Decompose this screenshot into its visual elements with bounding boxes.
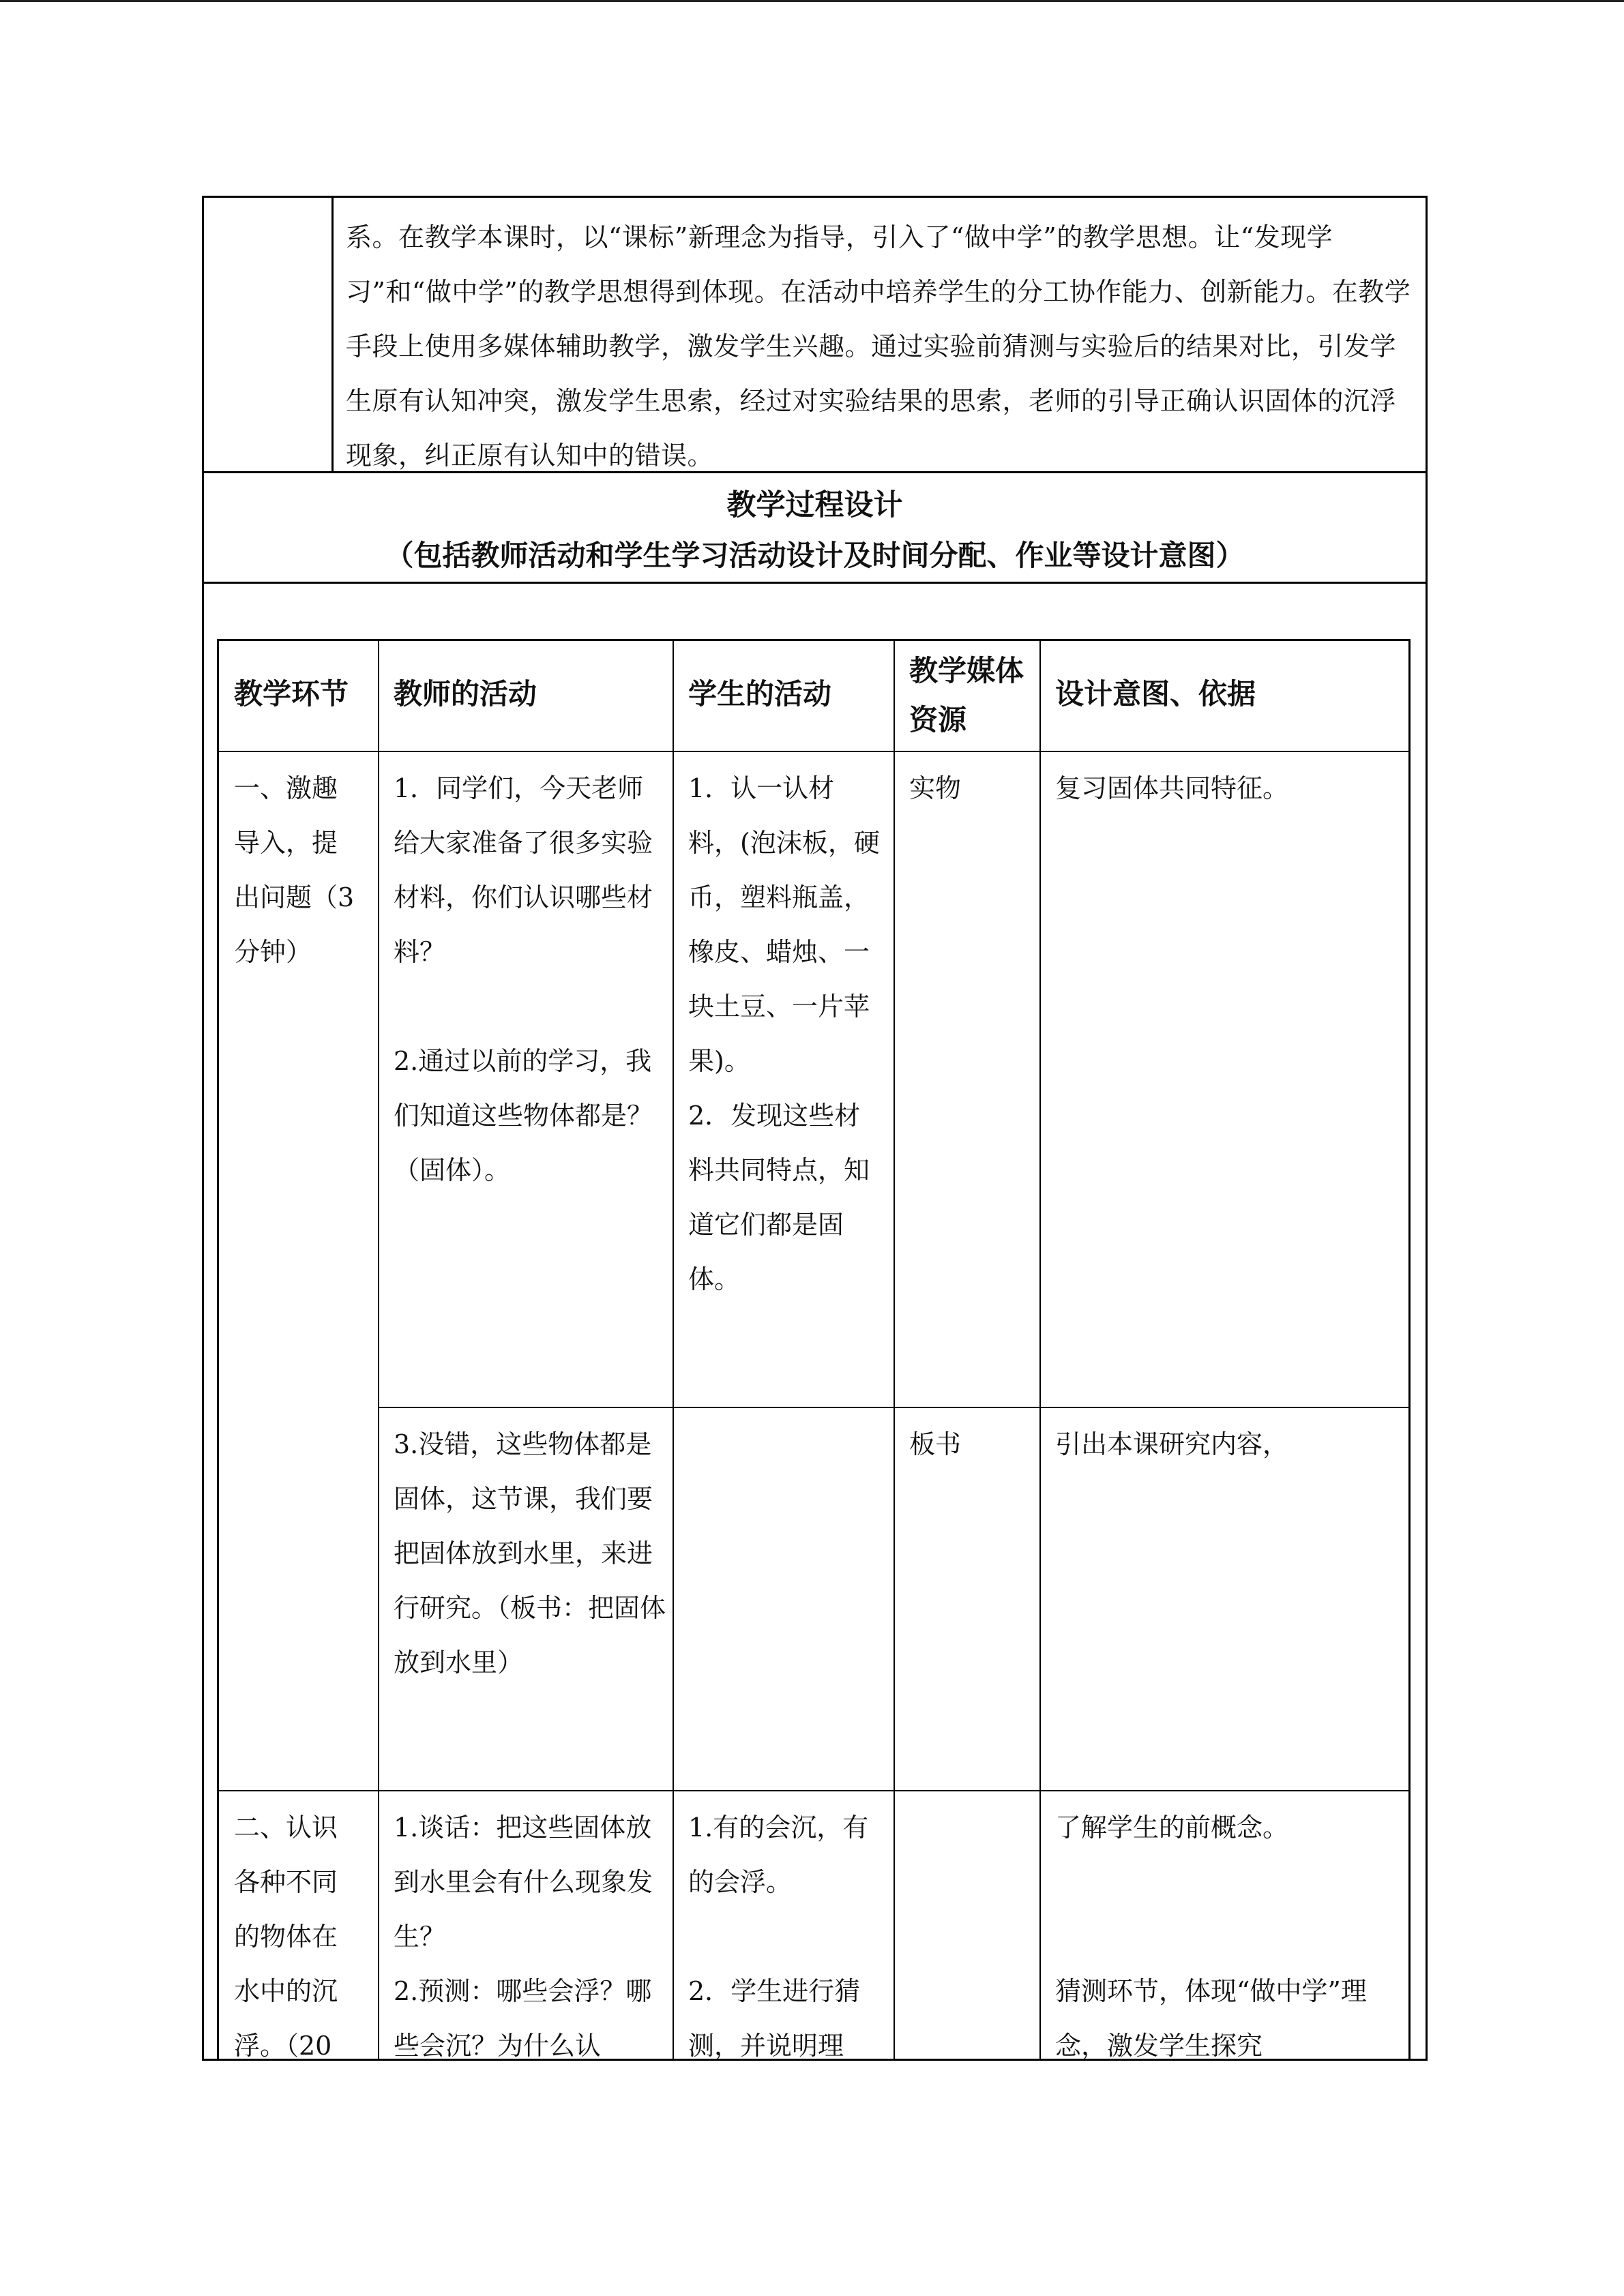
col-divider (673, 641, 674, 2061)
row1-teacher-1: 1．同学们，今天老师给大家准备了很多实验材料，你们认识哪些材料？ (394, 773, 653, 967)
row2-intent: 引出本课研究内容， (1055, 1429, 1289, 1459)
col-divider (378, 641, 379, 2061)
header-teacher: 教师的活动 (394, 677, 537, 711)
intro-label-cell (204, 198, 334, 471)
row1-teacher-2: 2.通过以前的学习，我们知道这些物体都是？（固体）。 (394, 1046, 653, 1185)
section-subtitle: （包括教师活动和学生学习活动设计及时间分配、作业等设计意图） (385, 539, 1245, 572)
row1-student-2: 2．发现这些材料共同特点，知道它们都是固体。 (688, 1101, 870, 1294)
row2-teacher: 3.没错，这些物体都是固体，这节课，我们要把固体放到水里，来进行研究。（板书：把固体放到水里） (394, 1429, 666, 1678)
row-divider (219, 751, 1408, 752)
row3-teacher-2: 2.预测：哪些会浮？哪些会沉？为什么认 (394, 1976, 652, 2061)
header-media: 教学媒体资源 (909, 654, 1024, 736)
header-student: 学生的活动 (688, 677, 832, 711)
col-divider (894, 641, 895, 2061)
row1-intent: 复习固体共同特征。 (1055, 773, 1289, 803)
header-intent: 设计意图、依据 (1055, 677, 1256, 711)
section-title: 教学过程设计 (726, 488, 903, 522)
lesson-plan-table (202, 196, 1428, 2061)
row1-media: 实物 (909, 773, 962, 803)
row3-teacher-1: 1.谈话：把这些固体放到水里会有什么现象发生？ (394, 1813, 653, 1952)
row3-intent-2: 猜测环节，体现“做中学”理念，激发学生探究 (1055, 1976, 1367, 2061)
row2-media: 板书 (909, 1429, 962, 1459)
row3-stage: 二、认识各种不同的物体在水中的沉浮。（20 (234, 1813, 338, 2061)
header-stage: 教学环节 (234, 677, 349, 711)
row3-student-1: 1.有的会沉，有的会浮。 (688, 1813, 869, 1897)
col-divider (1039, 641, 1041, 2061)
row3-intent-1: 了解学生的前概念。 (1055, 1813, 1289, 1843)
row1-student-1: 1．认一认材料，(泡沫板，硬币，塑料瓶盖，橡皮、蜡烛、一块土豆、一片苹果)。 (688, 773, 880, 1076)
page-top-rule (0, 0, 1624, 2)
process-table (217, 639, 1411, 2061)
intro-paragraph: 系。在教学本课时，以“课标”新理念为指导，引入了“做中学”的教学思想。让“发现学习”和“做中学”的教学思想得到体现。在活动中培养学生的分工协作能力、创新能力。在教学手段上使用多媒体辅助教学，激发学生兴趣。通过实验前猜测与实验后的结果对比，引发学生原有认知冲突，激发学生思索，经过对实验结果的思索，老师的引导正确认识固体的沉浮现象，纠正原有认知中的错误。 (346, 222, 1411, 471)
row1-stage: 一、激趣导入，提出问题（3 分钟） (234, 773, 355, 967)
row3-student-2: 2．学生进行猜测，并说明理 (688, 1976, 861, 2061)
section-heading (204, 473, 1426, 584)
row-divider (219, 1790, 1408, 1791)
row-divider (378, 1407, 1408, 1408)
intro-row (204, 198, 1426, 473)
